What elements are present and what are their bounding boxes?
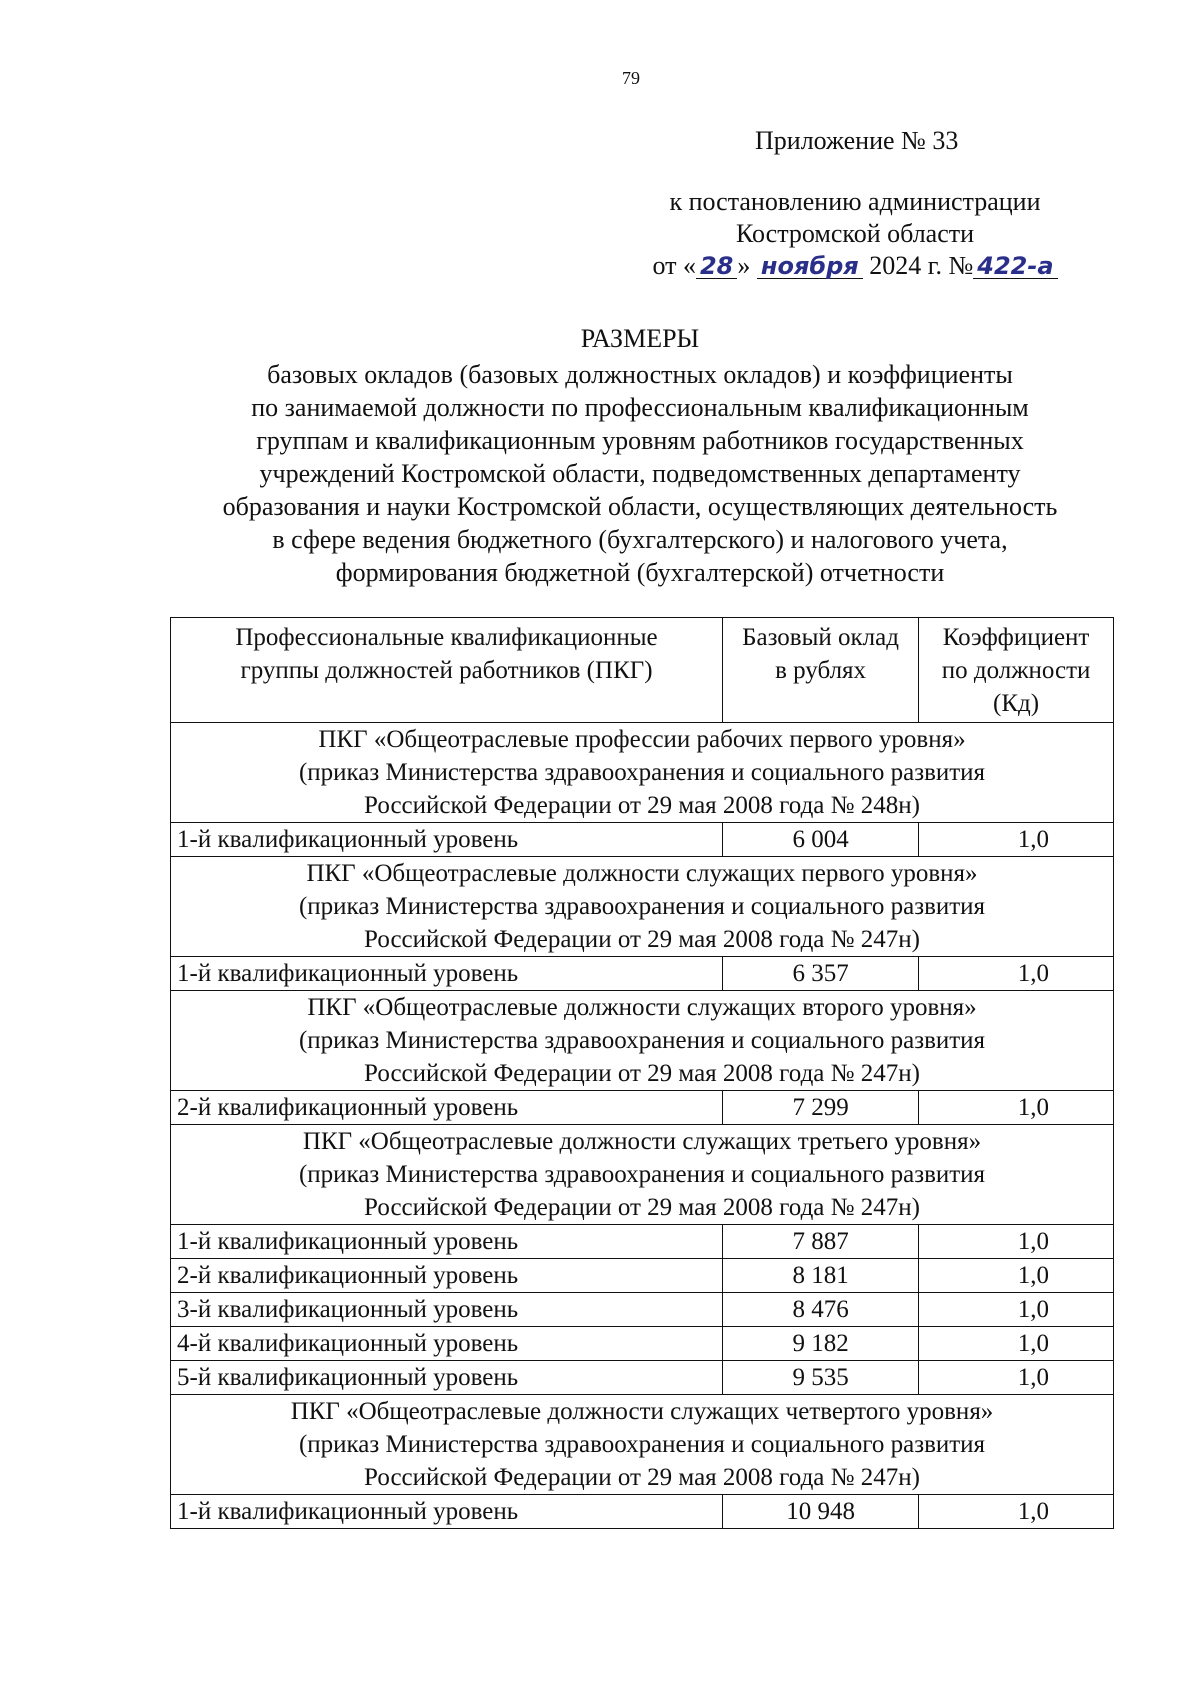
header-salary [723,618,919,723]
title-line: базовых окладов (базовых должностных окладов) и коэффициенты [267,360,1013,389]
coefficient-cell: 1,0 [919,957,1114,991]
coefficient-cell: 1,0 [919,1259,1114,1293]
pkg-group-row [171,723,1114,823]
year-text: 2024 г. № [869,251,974,280]
qualification-level-cell: 1-й квалификационный уровень [171,1495,723,1529]
pkg-group-title-line: Российской Федерации от 29 мая 2008 года № 247н) [364,1194,920,1221]
day-suffix: » [737,251,751,280]
base-salary-cell: 8 476 [723,1293,919,1327]
table-row [171,1225,1114,1259]
table-header-row [171,618,1114,723]
coefficient-cell: 1,0 [919,1361,1114,1395]
coefficient-cell: 1,0 [919,1091,1114,1125]
salary-table [170,617,1114,1529]
header-coefficient-line: Коэффициент [942,624,1090,651]
pkg-group-title [171,723,1114,823]
pkg-group-row [171,991,1114,1091]
appendix-label: Приложение № 33 [755,126,959,155]
qualification-level-cell: 2-й квалификационный уровень [171,1091,723,1125]
pkg-group-title-line: ПКГ «Общеотраслевые должности служащих четвертого уровня» [290,1398,994,1425]
coefficient-cell: 1,0 [919,1495,1114,1529]
pkg-group-title-line: ПКГ «Общеотраслевые профессии рабочих первого уровня» [318,726,966,753]
pkg-group-title-line: ПКГ «Общеотраслевые должности служащих первого уровня» [306,860,978,887]
decree-line-2: Костромской области [735,219,975,248]
header-coefficient-line: по должности [941,657,1091,684]
title-line: формирования бюджетной (бухгалтерской) отчетности [335,558,945,587]
table-row [171,1091,1114,1125]
pkg-group-title [171,857,1114,957]
base-salary-cell: 8 181 [723,1259,919,1293]
page-number: 79 [622,68,640,88]
base-salary-cell: 6 004 [723,823,919,857]
base-salary-cell: 6 357 [723,957,919,991]
pkg-group-title-line: (приказ Министерства здравоохранения и социального развития [298,759,986,786]
title-line: учреждений Костромской области, подведомственных департаменту [259,459,1021,488]
header-coefficient [919,618,1114,723]
pkg-group-title-line: (приказ Министерства здравоохранения и социального развития [298,893,986,920]
coefficient-cell: 1,0 [919,823,1114,857]
coefficient-cell: 1,0 [919,1293,1114,1327]
qualification-level-cell: 3-й квалификационный уровень [171,1293,723,1327]
handwritten-month: ноября [757,254,863,279]
pkg-group-title [171,1395,1114,1495]
pkg-group-title-line: Российской Федерации от 29 мая 2008 года № 248н) [364,792,920,819]
base-salary-cell: 10 948 [723,1495,919,1529]
title-line: в сфере ведения бюджетного (бухгалтерского) и налогового учета, [272,525,1008,554]
pkg-group-title-line: ПКГ «Общеотраслевые должности служащих третьего уровня» [302,1128,982,1155]
handwritten-day: 28 [696,254,737,279]
table-row [171,1293,1114,1327]
pkg-group-title-line: (приказ Министерства здравоохранения и социального развития [298,1161,986,1188]
header-salary-line: в рублях [775,657,867,684]
title-line: образования и науки Костромской области, осуществляющих деятельность [222,492,1058,521]
table-row [171,1259,1114,1293]
coefficient-cell: 1,0 [919,1225,1114,1259]
header-pkg-line: Профессиональные квалификационные [235,624,658,651]
title-heading: РАЗМЕРЫ [580,324,700,353]
header-coefficient-line: (Кд) [993,690,1040,717]
qualification-level-cell: 2-й квалификационный уровень [171,1259,723,1293]
pkg-group-title [171,1125,1114,1225]
table-row [171,823,1114,857]
table-row [171,1361,1114,1395]
base-salary-cell: 9 182 [723,1327,919,1361]
table-row [171,957,1114,991]
pkg-group-title-line: Российской Федерации от 29 мая 2008 года № 247н) [364,926,920,953]
header-pkg [171,618,723,723]
coefficient-cell: 1,0 [919,1327,1114,1361]
document-title [160,322,1120,589]
date-prefix: от « [652,251,696,280]
decree-reference [620,186,1090,282]
pkg-group-title-line: Российской Федерации от 29 мая 2008 года № 247н) [364,1060,920,1087]
title-line: группам и квалификационным уровням работников государственных [256,426,1024,455]
qualification-level-cell: 5-й квалификационный уровень [171,1361,723,1395]
qualification-level-cell: 1-й квалификационный уровень [171,823,723,857]
pkg-group-title-line: (приказ Министерства здравоохранения и социального развития [298,1027,986,1054]
pkg-group-row [171,1395,1114,1495]
pkg-group-row [171,857,1114,957]
table-row [171,1327,1114,1361]
pkg-group-title-line: ПКГ «Общеотраслевые должности служащих второго уровня» [307,994,977,1021]
table-body [171,723,1114,1529]
pkg-group-title [171,991,1114,1091]
base-salary-cell: 9 535 [723,1361,919,1395]
base-salary-cell: 7 299 [723,1091,919,1125]
qualification-level-cell: 1-й квалификационный уровень [171,1225,723,1259]
header-pkg-line: группы должностей работников (ПКГ) [240,657,653,684]
handwritten-number: 422-а [973,254,1057,279]
table-row [171,1495,1114,1529]
decree-line-1: к постановлению администрации [669,187,1041,216]
header-salary-line: Базовый оклад [742,624,899,651]
qualification-level-cell: 1-й квалификационный уровень [171,957,723,991]
pkg-group-title-line: (приказ Министерства здравоохранения и социального развития [298,1431,986,1458]
qualification-level-cell: 4-й квалификационный уровень [171,1327,723,1361]
base-salary-cell: 7 887 [723,1225,919,1259]
pkg-group-row [171,1125,1114,1225]
pkg-group-title-line: Российской Федерации от 29 мая 2008 года № 247н) [364,1464,920,1491]
title-line: по занимаемой должности по профессиональным квалификационным [251,393,1029,422]
decree-date-line [620,250,1090,282]
